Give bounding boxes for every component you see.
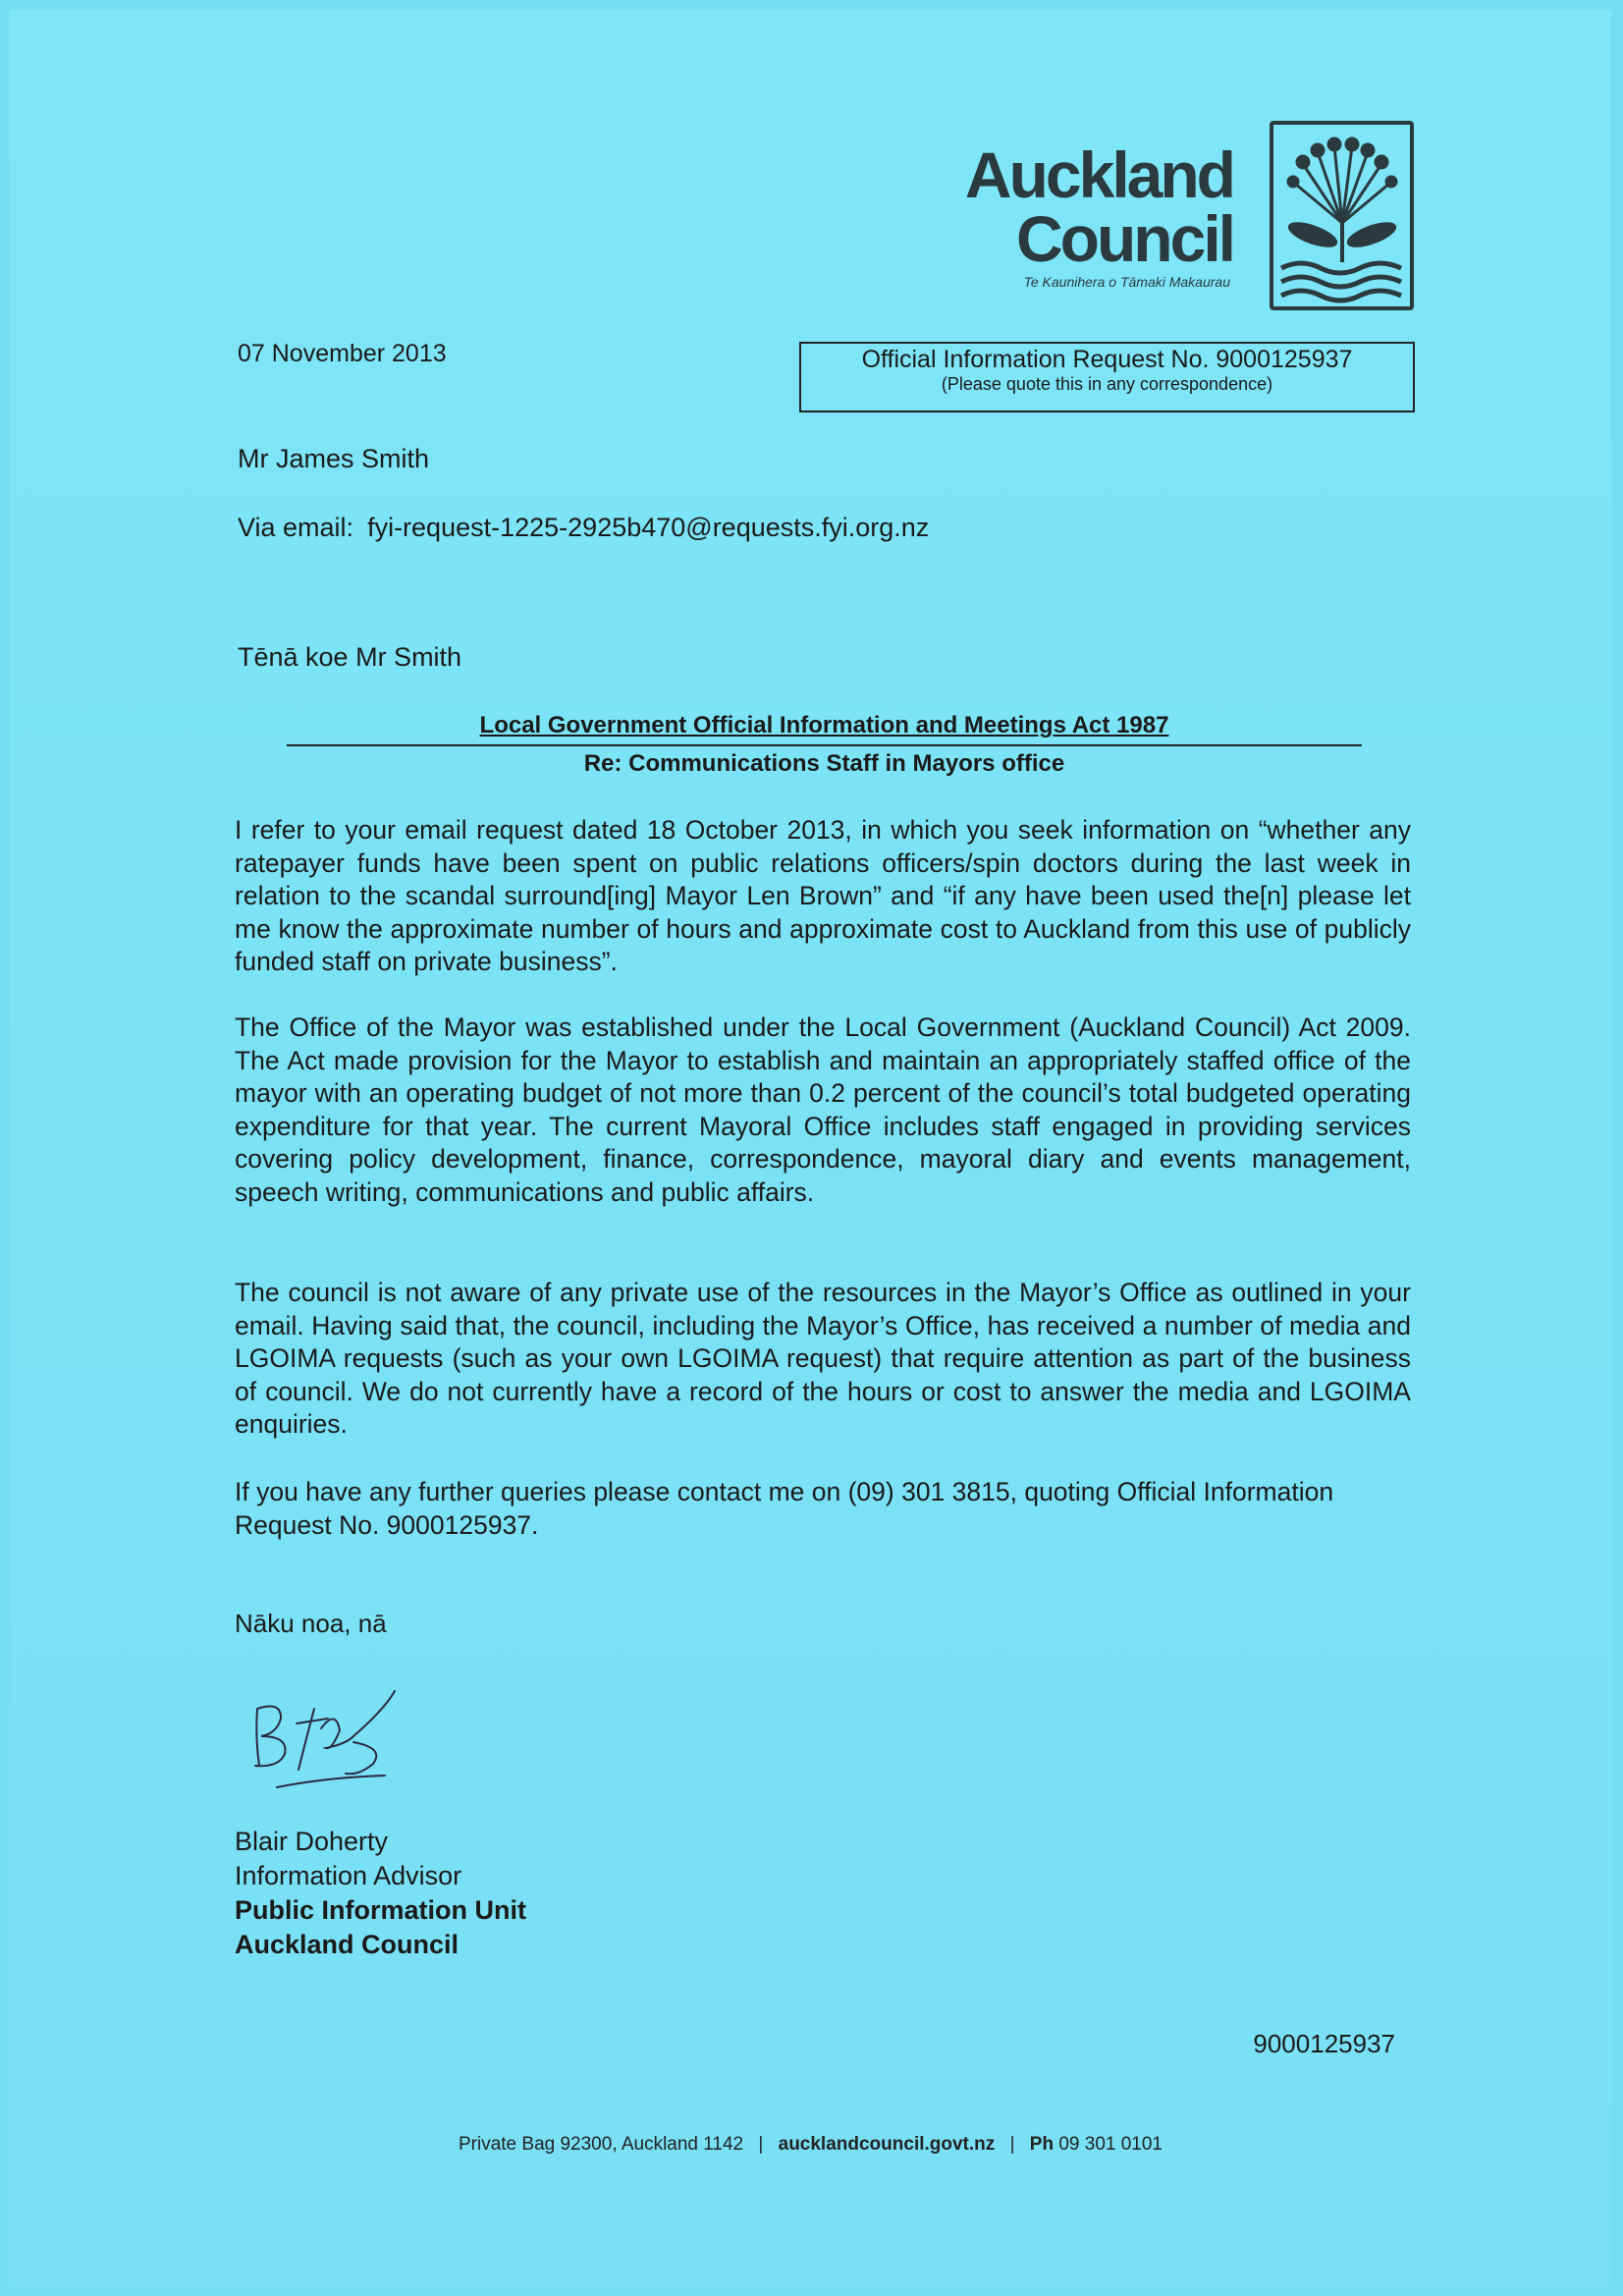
signature-image: [238, 1679, 454, 1802]
closing: Nāku noa, nā: [235, 1609, 387, 1638]
recipient-email-line: [238, 513, 929, 543]
logo-word-council: Council: [1016, 202, 1233, 275]
body-paragraph: If you have any further queries please contact me on (09) 301 3815, quoting Official Information Request No. 9000125937.: [235, 1477, 1334, 1540]
footer-website: aucklandcouncil.govt.nz: [778, 2134, 996, 2155]
handwritten-signature-icon: [238, 1679, 454, 1797]
reference-line: Official Information Request No. 9000125937: [861, 346, 1353, 373]
body-paragraph: I refer to your email request dated 18 October 2013, in which you seek information on “whether any ratepayer funds have been spent on public relations officers/spin doctors during the last week in relation to the scandal surround[ing] Mayor Len Brown” and “if any have been used the[n] please let me know the approximate number of hours and approximate cost to Auckland from this use of publicly funded staff on private business”.: [235, 815, 1411, 976]
body-paragraph: The Office of the Mayor was established under the Local Government (Auckland Council) Act 2009. The Act made provision for the Mayor to establish and maintain an appropriately staffed office of the mayor with an operating budget of not more than 0.2 percent of the council’s total budgeted operating expenditure for that year. The current Mayoral Office includes staff engaged in providing services covering policy development, finance, correspondence, mayoral diary and events management, speech writing, communications and public affairs.: [235, 1012, 1411, 1207]
signatory-block: [235, 1825, 526, 1962]
subject-act: Local Government Official Information and Meetings Act 1987: [287, 709, 1362, 746]
body-paragraph: The council is not aware of any private use of the resources in the Mayor’s Office as outlined in your email. Having said that, the council, including the Mayor’s Office, has received a number of media and LGOIMA requests (such as your own LGOIMA request) that require attention as part of the business of council. We do not currently have a record of the hours or cost to answer the media and LGOIMA enquiries.: [235, 1278, 1411, 1439]
footer-phone-label: Ph: [1029, 2134, 1055, 2155]
letter-page: [10, 10, 1611, 2286]
subject-heading: [287, 709, 1362, 778]
council-logo-icon: [1270, 121, 1414, 310]
footer: [10, 2134, 1611, 2156]
footer-separator: |: [1009, 2134, 1015, 2155]
letter-date: 07 November 2013: [238, 340, 447, 367]
footer-separator: |: [758, 2134, 764, 2155]
reference-number: 9000125937: [1253, 2029, 1395, 2058]
logo-word-auckland: Auckland: [964, 138, 1233, 211]
recipient-email: fyi-request-1225-2925b470@requests.fyi.org.nz: [367, 513, 930, 542]
footer-address: Private Bag 92300, Auckland 1142: [458, 2134, 744, 2155]
greeting: Tēnā koe Mr Smith: [238, 642, 462, 672]
reference-box: [799, 342, 1415, 412]
pohutukawa-emblem-icon: [1273, 125, 1410, 306]
signatory-unit: Public Information Unit: [235, 1895, 526, 1925]
signatory-title: Information Advisor: [235, 1861, 462, 1890]
reference-note: (Please quote this in any correspondence): [941, 374, 1273, 394]
signatory-name: Blair Doherty: [235, 1827, 389, 1856]
signatory-org: Auckland Council: [235, 1930, 460, 1959]
subject-re: Re: Communications Staff in Mayors office: [583, 750, 1065, 777]
logo-subtitle: Te Kaunihera o Tāmaki Makaurau: [1023, 274, 1230, 290]
recipient-name: Mr James Smith: [238, 444, 430, 473]
footer-phone: 09 301 0101: [1058, 2134, 1163, 2155]
via-email-label: Via email:: [238, 513, 354, 542]
